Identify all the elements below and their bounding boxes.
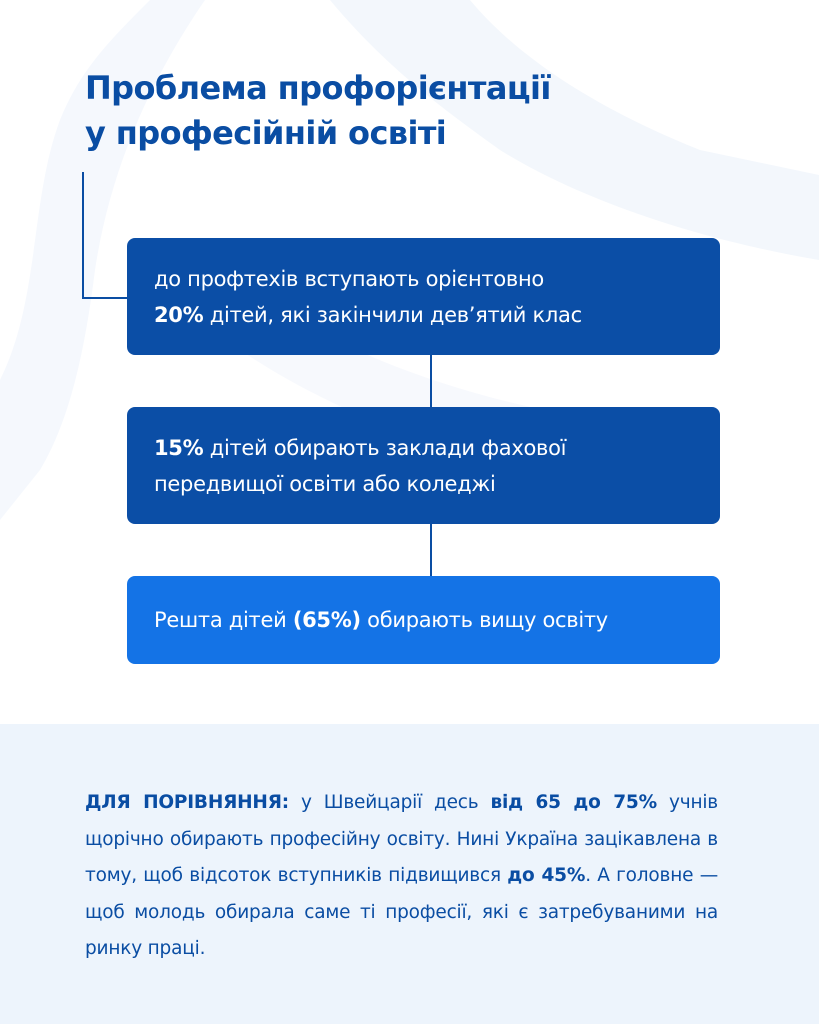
stat-box-profteh [127,238,720,355]
comparison-text-1: у Швейцарії десь [288,792,491,813]
stat-box-2-line-1-text: дітей обирають заклади фахової [203,435,567,460]
stat-box-1-line-2-text: дітей, які закінчили дев’ятий клас [203,302,582,327]
comparison-paragraph [85,785,718,968]
stat-box-1-line-1: до профтехів вступають орієнтовно [154,266,544,291]
stat-box-1-line-2 [154,297,720,333]
stat-box-2-line-2: передвищої освіти або коледжі [154,471,496,496]
stat-percent-15: 15% [154,435,204,460]
box-connector-1 [430,355,432,407]
stat-box-3-line [154,602,720,638]
comparison-label: ДЛЯ ПОРІВНЯННЯ: [85,792,289,813]
stat-box-3-post: обирають вищу освіту [360,608,608,632]
comparison-text-3: . А головне — щоб молодь обирала саме ті професії, які є затребуваними на ринку праці. [85,865,718,959]
title-line-2: у професійній освіті [85,114,447,152]
stat-box-colleges [127,407,720,524]
title-connector-vertical [82,172,84,299]
page-title [85,66,551,156]
comparison-text-2: учнів щорічно обирають професійну освіту. Нині Україна зацікавлена в тому, щоб відсоток вступників підвищився [85,792,718,886]
comparison-bold-target: до 45% [507,865,586,886]
box-connector-2 [430,524,432,576]
title-connector-horizontal [82,297,127,299]
comparison-bold-range: від 65 до 75% [490,792,657,813]
stat-box-higher-education [127,576,720,664]
title-line-1: Проблема профорієнтації [85,69,551,107]
stat-percent-20: 20% [154,302,204,327]
stat-box-2-line-1 [154,430,720,466]
stat-percent-65: (65%) [292,608,361,632]
stat-box-3-pre: Решта дітей [154,608,293,632]
